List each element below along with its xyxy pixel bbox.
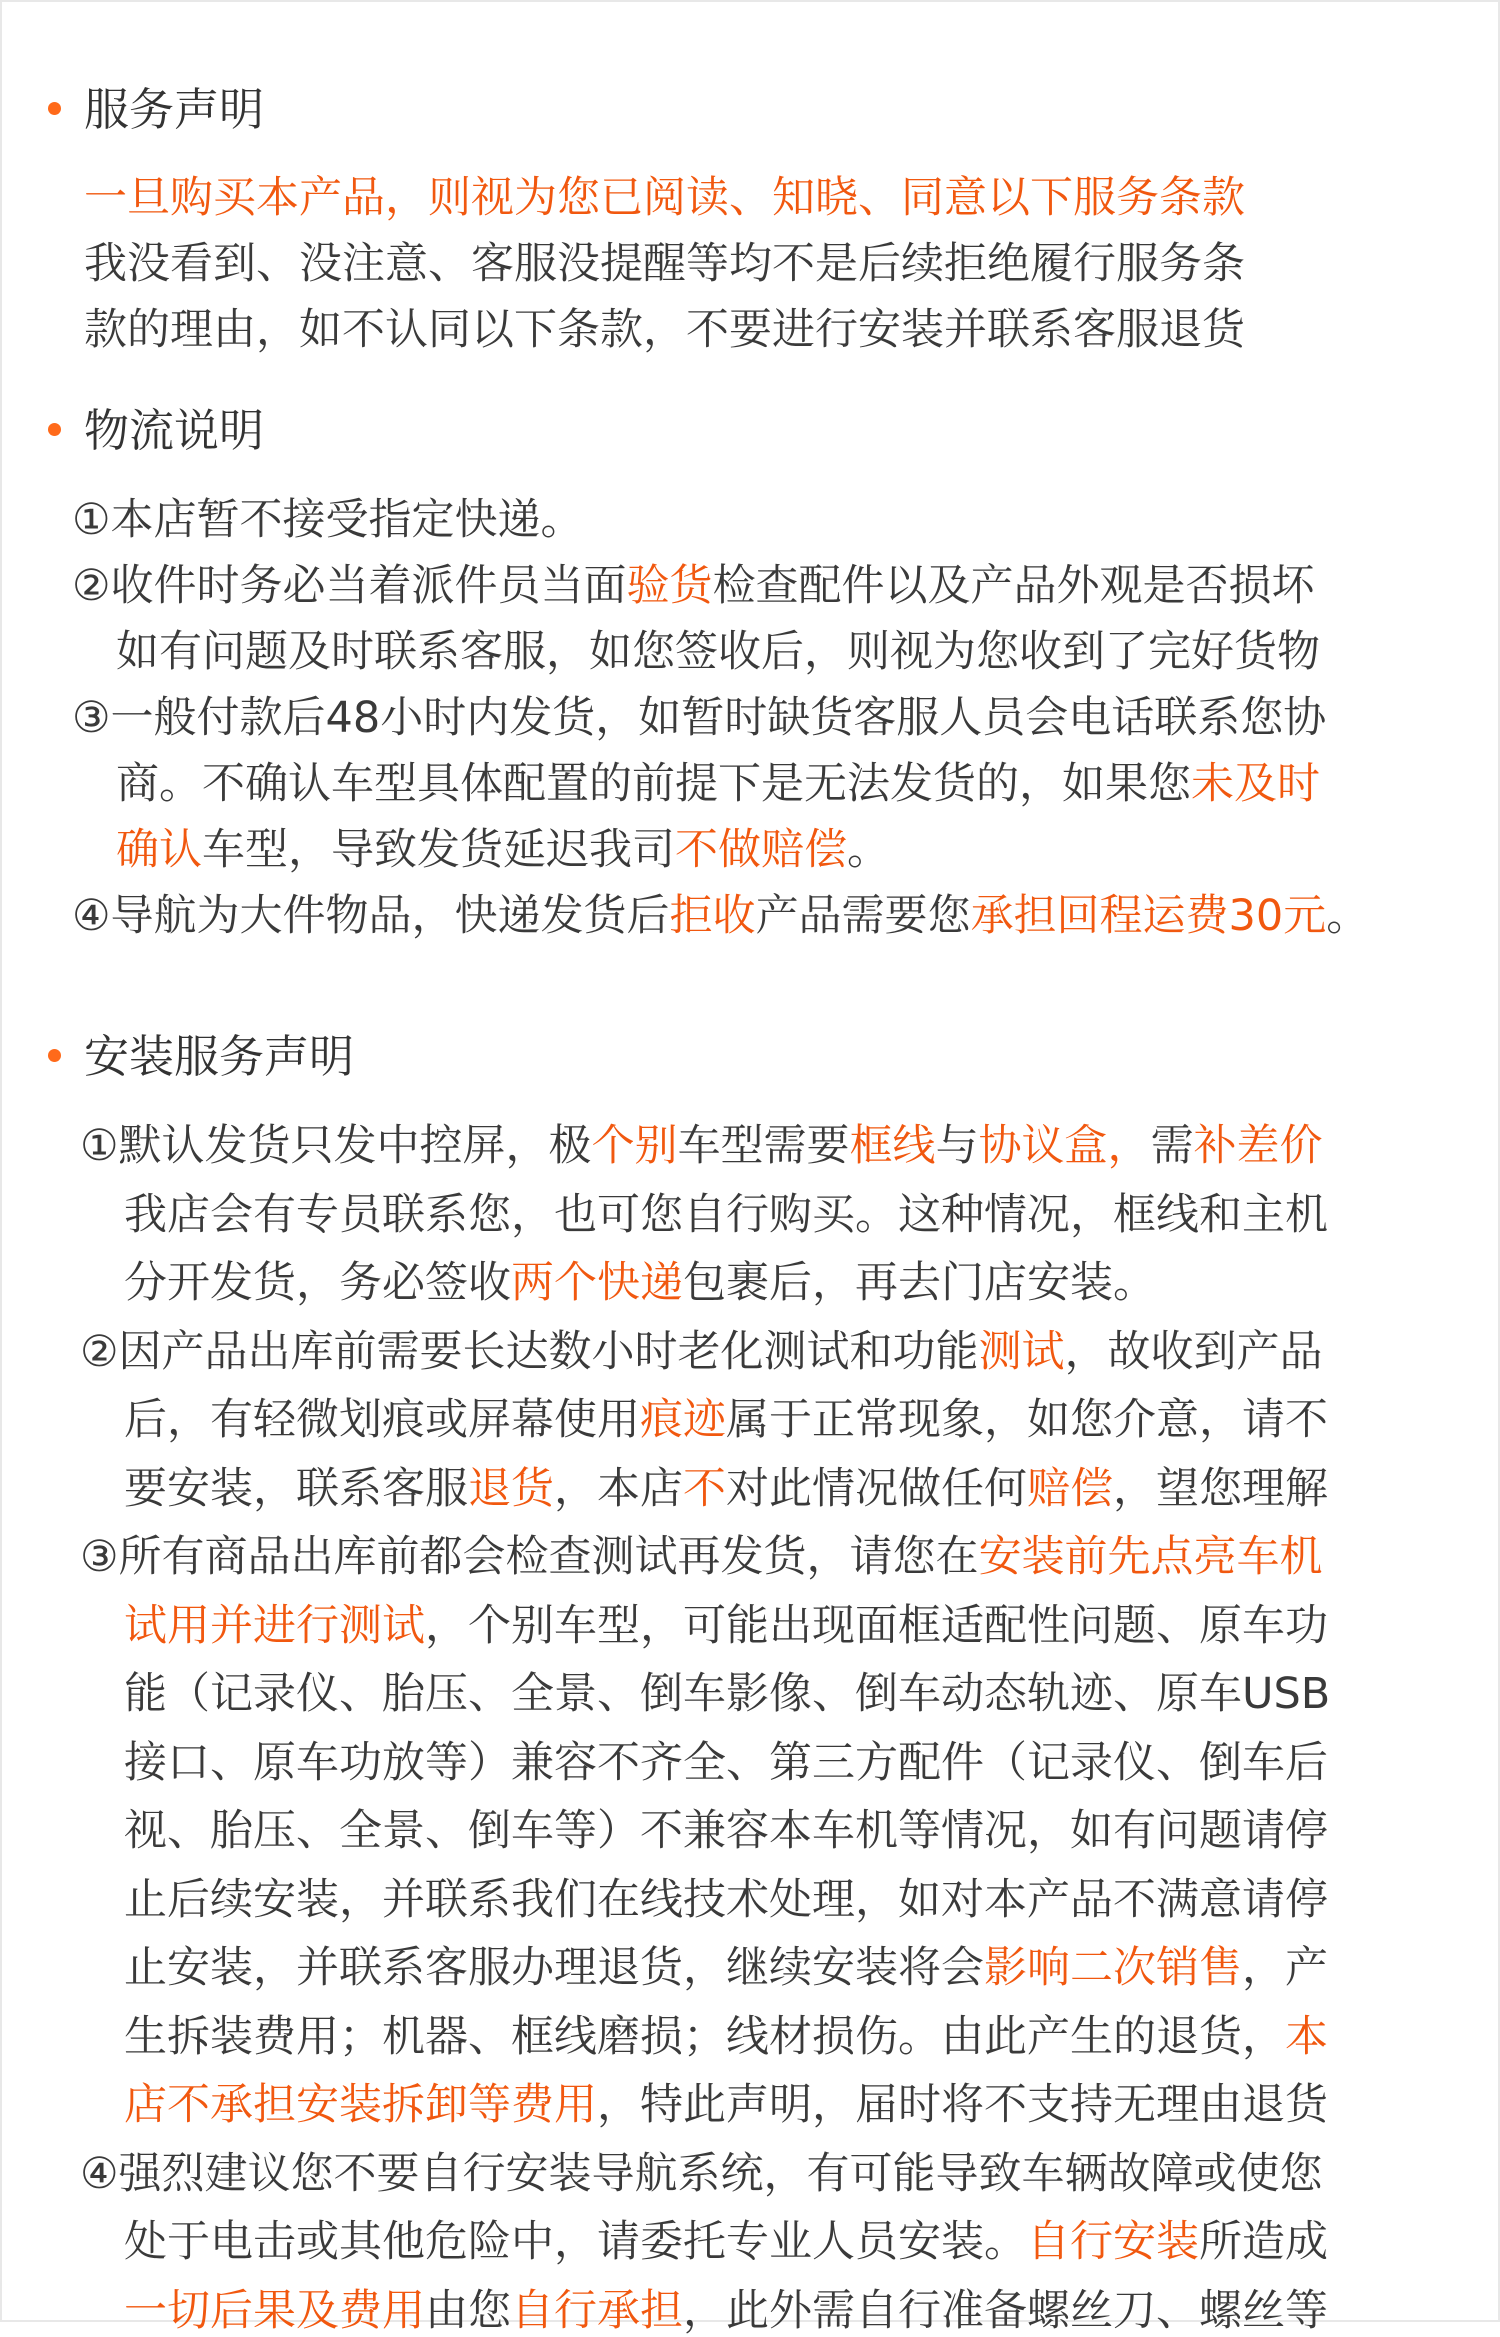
- text-line: [124, 1394, 1328, 1446]
- text-line: [124, 1600, 1328, 1652]
- body-text: 对此情况做任何: [726, 1463, 1027, 1514]
- body-text: 。: [847, 825, 890, 875]
- highlight-text: 不: [683, 1463, 726, 1514]
- text-line: [84, 304, 1245, 356]
- text-line: [124, 1737, 1328, 1789]
- highlight-text: 自行安装: [1027, 2217, 1199, 2267]
- highlight-text: 承担回程运费30元: [970, 891, 1327, 941]
- text-line: [124, 2216, 1328, 2268]
- text-line: [72, 560, 1315, 612]
- highlight-text: 试用并进行测试: [124, 1600, 425, 1651]
- section-title-service: 服务声明: [84, 83, 265, 136]
- body-text: 处于电击或其他危险中，请委托专业人员安装。: [124, 2217, 1027, 2267]
- highlight-text: 赔偿: [1027, 1463, 1113, 1514]
- highlight-text: 协议盒，: [978, 1121, 1151, 1171]
- body-text: 如有问题及时联系客服，如您签收后，则视为您收到了完好货物: [116, 627, 1320, 677]
- highlight-text: 验货: [626, 561, 713, 611]
- body-text: 检查配件以及产品外观是否损坏: [712, 561, 1315, 611]
- text-line: [124, 1668, 1330, 1720]
- highlight-text: 店不承担安装拆卸等费用: [124, 2080, 597, 2130]
- highlight-text: 确认: [116, 825, 202, 875]
- bullet-dot-icon: [48, 102, 61, 115]
- body-text: 需: [1150, 1121, 1194, 1171]
- text-line: [124, 1189, 1328, 1241]
- body-text: ，望您理解: [1113, 1463, 1328, 1514]
- body-text: ③一般付款后48小时内发货，如暂时缺货客服人员会电话联系您协: [72, 693, 1327, 743]
- body-text: ，个别车型，可能出现面框适配性问题、原车功: [425, 1600, 1328, 1651]
- text-line: [116, 758, 1320, 810]
- text-line: [124, 2011, 1328, 2063]
- text-line: [124, 1805, 1328, 1857]
- highlight-text: 自行承担: [511, 2285, 683, 2336]
- body-text: 我店会有专员联系您，也可您自行购买。这种情况，框线和主机: [124, 1189, 1328, 1240]
- body-text: ，特此声明，届时将不支持无理由退货: [597, 2080, 1328, 2130]
- body-text: 止后续安装，并联系我们在线技术处理，如对本产品不满意请停: [124, 1874, 1328, 1925]
- highlight-text: 未及时: [1191, 759, 1320, 809]
- bullet-dot-icon: [48, 1049, 61, 1062]
- body-text: ③所有商品出库前都会检查测试再发货，请您在: [80, 1532, 979, 1582]
- text-line: [84, 238, 1245, 290]
- body-text: ①本店暂不接受指定快递。: [72, 495, 584, 545]
- highlight-text: 安装前先点亮车机: [978, 1532, 1323, 1582]
- highlight-text: 本: [1285, 2011, 1328, 2062]
- highlight-text: 一切后果及费用: [124, 2285, 425, 2336]
- highlight-text: 痕迹: [640, 1395, 726, 1445]
- highlight-text: 一旦购买本产品，则视为您已阅读、知晓、同意以下服务条款: [84, 173, 1245, 223]
- body-text: 商。不确认车型具体配置的前提下是无法发货的，如果您: [116, 759, 1191, 809]
- body-text: ，故收到产品: [1064, 1326, 1323, 1377]
- text-line: [124, 2285, 1328, 2337]
- body-text: 生拆装费用；机器、框线磨损；线材损伤。由此产生的退货，: [124, 2011, 1285, 2062]
- body-text: 属于正常现象，如您介意，请不: [726, 1395, 1328, 1445]
- section-title-install: 安装服务声明: [84, 1030, 355, 1083]
- highlight-text: 两个快递: [511, 1258, 683, 1308]
- body-text: 能（记录仪、胎压、全景、倒车影像、倒车动态轨迹、原车USB: [124, 1669, 1331, 1719]
- body-text: ②收件时务必当着派件员当面: [72, 561, 627, 611]
- body-text: 视、胎压、全景、倒车等）不兼容本车机等情况，如有问题请停: [124, 1806, 1328, 1856]
- bullet-dot-icon: [48, 423, 61, 436]
- body-text: 由您: [425, 2285, 511, 2336]
- body-text: 车型，导致发货延迟我司: [202, 825, 675, 875]
- highlight-text: 框线: [849, 1121, 936, 1171]
- text-line: [80, 1120, 1323, 1172]
- highlight-text: 退货: [468, 1463, 554, 1514]
- body-text: 止安装，并联系客服办理退货，继续安装将会: [124, 1943, 984, 1993]
- body-text: 车型需要: [677, 1121, 850, 1171]
- body-text: 所造成: [1199, 2217, 1328, 2267]
- section-title-logistics: 物流说明: [84, 404, 265, 457]
- text-line: [124, 1257, 1156, 1309]
- body-text: ④强烈建议您不要自行安装导航系统，有可能导致车辆故障或使您: [80, 2148, 1323, 2199]
- body-text: 分开发货，务必签收: [124, 1258, 511, 1308]
- highlight-text: 个别: [591, 1121, 678, 1171]
- highlight-text: 影响二次销售: [984, 1943, 1242, 1993]
- highlight-text: 测试: [978, 1326, 1065, 1377]
- text-line: [72, 890, 1369, 942]
- body-text: 与: [935, 1121, 979, 1171]
- body-text: ，此外需自行准备螺丝刀、螺丝等: [683, 2285, 1328, 2336]
- text-line: [80, 1531, 1323, 1583]
- text-line: [80, 2148, 1323, 2200]
- highlight-text: 拒收: [669, 891, 756, 941]
- text-line: [72, 494, 584, 546]
- body-text: 。: [1326, 891, 1370, 941]
- body-text: 包裹后，再去门店安装。: [683, 1258, 1156, 1308]
- body-text: ①默认发货只发中控屏，极: [80, 1121, 592, 1171]
- body-text: 产品需要您: [755, 891, 971, 941]
- text-line: [116, 626, 1320, 678]
- body-text: ，本店: [554, 1463, 683, 1514]
- body-text: 我没看到、没注意、客服没提醒等均不是后续拒绝履行服务条: [84, 239, 1245, 289]
- text-line: [116, 824, 890, 876]
- text-line: [124, 1942, 1328, 1994]
- body-text: 款的理由，如不认同以下条款，不要进行安装并联系客服退货: [84, 305, 1245, 355]
- highlight-text: 补差价: [1193, 1121, 1323, 1171]
- text-line: [80, 1326, 1323, 1378]
- text-line: [84, 172, 1245, 224]
- body-text: ，产: [1242, 1943, 1328, 1993]
- body-text: 后，有轻微划痕或屏幕使用: [124, 1395, 640, 1445]
- body-text: ②因产品出库前需要长达数小时老化测试和功能: [80, 1326, 979, 1377]
- text-line: [124, 1874, 1328, 1926]
- body-text: ④导航为大件物品，快递发货后: [72, 891, 670, 941]
- text-line: [124, 2079, 1328, 2131]
- text-line: [124, 1463, 1328, 1515]
- body-text: 要安装，联系客服: [124, 1463, 468, 1514]
- text-line: [72, 692, 1326, 744]
- highlight-text: 不做赔偿: [675, 825, 847, 875]
- body-text: 接口、原车功放等）兼容不齐全、第三方配件（记录仪、倒车后: [124, 1737, 1328, 1788]
